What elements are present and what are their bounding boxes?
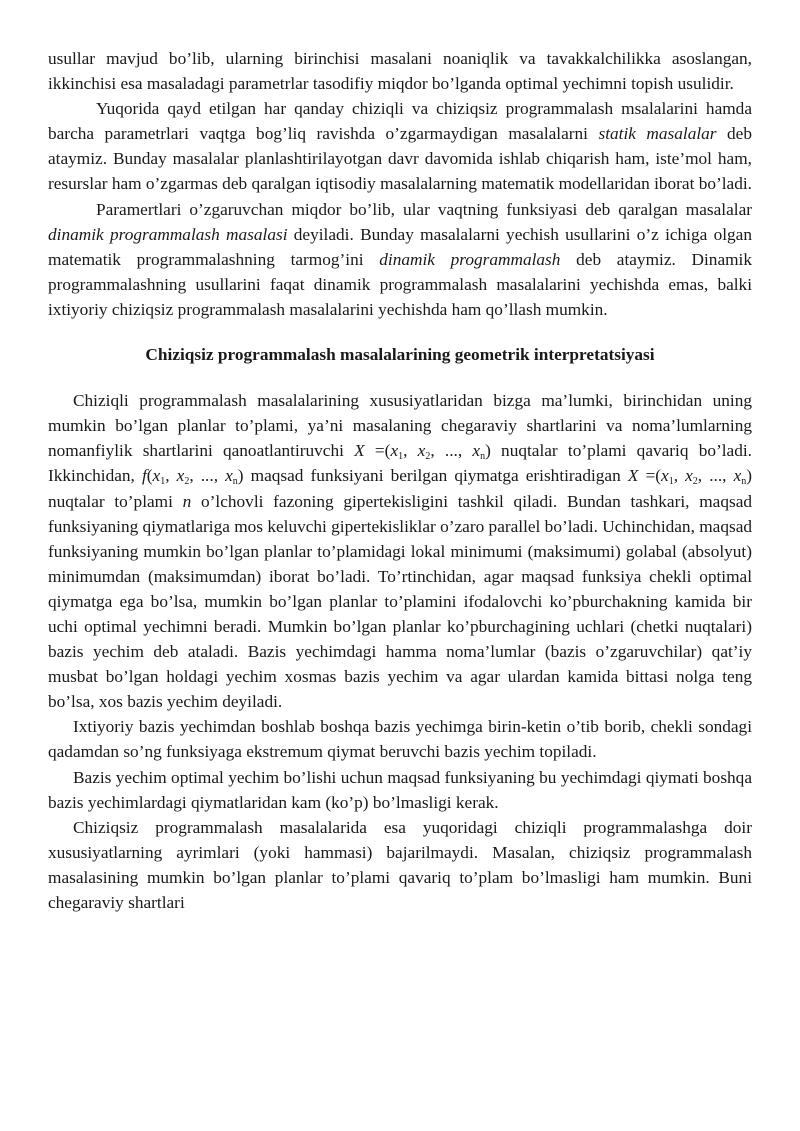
formula-x-vector-2: $X =(x_1$, $x_2$, ..., $x_n$): [627, 466, 753, 488]
term-static-problems: statik masalalar: [598, 124, 717, 144]
section-heading: Chiziqsiz programmalash masalalarining geometrik interpretatsiyasi: [145, 345, 655, 365]
paragraph-1: usullar mavjud bo’lib, ularning birinchisi masalani noaniqlik va tavakkalchilikka asoslangan, ikkinchisi esa masaladagi parametrlar tasodifiy miqdor bo’lganda optimal yechimni topish usulidir.: [48, 49, 752, 94]
formula-f-function: $f(x_1$, $x_2$, ..., $x_n$): [141, 466, 244, 488]
paragraph-4-text-d: nuqtalar to’plami: [48, 491, 183, 511]
paragraph-2-text-b: deb ataymiz. Bunday masalalar planlashtirilayotgan davr davomida ishlab chiqarish ham, iste’mol ham, resurslar ham o’zgarmas deb qaralgan iqtisodiy masalalarning matematik modellaridan iborat bo’ladi.: [48, 124, 752, 194]
paragraph-3: [48, 197, 752, 322]
paragraph-6: Bazis yechim optimal yechim bo’lishi uchun maqsad funksiyaning bu yechimdagi qiymati boshqa bazis yechimlardagi qiymatlaridan kam (ko’p) bo’lmasligi kerak.: [48, 767, 752, 812]
formula-x-vector: $X =(x_1$, $x_2$, ..., $x_n$): [354, 441, 491, 463]
term-dynamic-programming-problem: dinamik programmalash masalasi: [48, 224, 288, 244]
paragraph-5: Ixtiyoriy bazis yechimdan boshlab boshqa bazis yechimga birin-ketin o’tib borib, chekli sondagi qadamdan so’ng funksiyaga ekstremum qiymat beruvchi bazis yechim topiladi.: [48, 717, 752, 762]
formula-n: n: [182, 491, 192, 511]
paragraph-3-text-b: deyiladi. Bunday masalalarni yechish usullarini o’z ichiga olgan matematik programmalashning tarmog’ini: [48, 224, 752, 269]
paragraph-4-text-c: maqsad funksiyani berilgan qiymatga erishtiradigan: [243, 466, 628, 486]
paragraph-2-text-a: Yuqorida qayd etilgan har qanday chiziqli va chiziqsiz programmalash msalalarini hamda barcha parametrlari vaqtga bog’liq ravishda o’zgarmaydigan masalalarni: [48, 99, 752, 144]
paragraph-2: [48, 96, 752, 196]
paragraph-4-text-a: Chiziqli programmalash masalalarining xususiyatlaridan bizga ma’lumki, birinchidan uning mumkin bo’lgan planlar to’plami, ya’ni masalaning chegaraviy shartlarini va noma’lumlarning nomanfiylik shartlarini qanoatlantiruvchi: [48, 391, 752, 461]
document-page: [48, 46, 752, 915]
paragraph-7: Chiziqsiz programmalash masalalarida esa yuqoridagi chiziqli programmalashga doir xususiyatlarning ayrimlari (yoki hammasi) bajarilmaydi. Masalan, chiziqsiz programmalash masalasining mumkin bo’lgan planlar to’plami qavariq to’plam bo’lmasligi ham mumkin. Buni chegaraviy shartlari: [48, 817, 752, 912]
paragraph-3-text-c: deb ataymiz. Dinamik programmalashning usullarini faqat dinamik programmalash masalalarini yechishda emas, balki ixtiyoriy chiziqsiz programmalash masalalarini yechishda ham qo’llash mumkin.: [48, 249, 752, 319]
paragraph-4-text-b: nuqtalar to’plami qavariq bo’ladi. Ikkinchidan,: [48, 441, 752, 486]
paragraph-4-text-e: o’lchovli fazoning gipertekisligini tashkil qiladi. Bundan tashkari, maqsad funksiyaning qiymatlariga mos keluvchi gipertekisliklar o’zaro parallel bo’ladi. Uchinchidan, maqsad funksiyaning mumkin bo’lgan planlar to’plamidagi lokal minimumi (maksimumi) golabal (absolyut) minimumdan (maksimumdan) iborat bo’ladi. To’rtinchidan, agar maqsad funksiya chekli optimal qiymatga ega bo’lsa, mumkin bo’lgan planlar to’plamini ifodalovchi ko’pburchakning kamida bir uchi optimal yechimni beradi. Mumkin bo’lgan planlar ko’pburchagining uchlari (chetki nuqtalari) bazis yechim deb ataladi. Bazis yechimdagi hamma noma’lumlar (bazis o’zgaruvchilar) qat’iy musbat bo’lgan holdagi yechim xosmas bazis yechim va agar ulardan kamida bittasi nolga teng bo’lsa, xos bazis yechim deyiladi.: [48, 491, 753, 712]
term-dynamic-programming: dinamik programmalash: [379, 249, 561, 269]
paragraph-3-text-a: Paramertlari o’zgaruvchan miqdor bo’lib, ular vaqtning funksiyasi deb qaralgan masalalar: [96, 199, 752, 219]
paragraph-4: [48, 388, 752, 714]
